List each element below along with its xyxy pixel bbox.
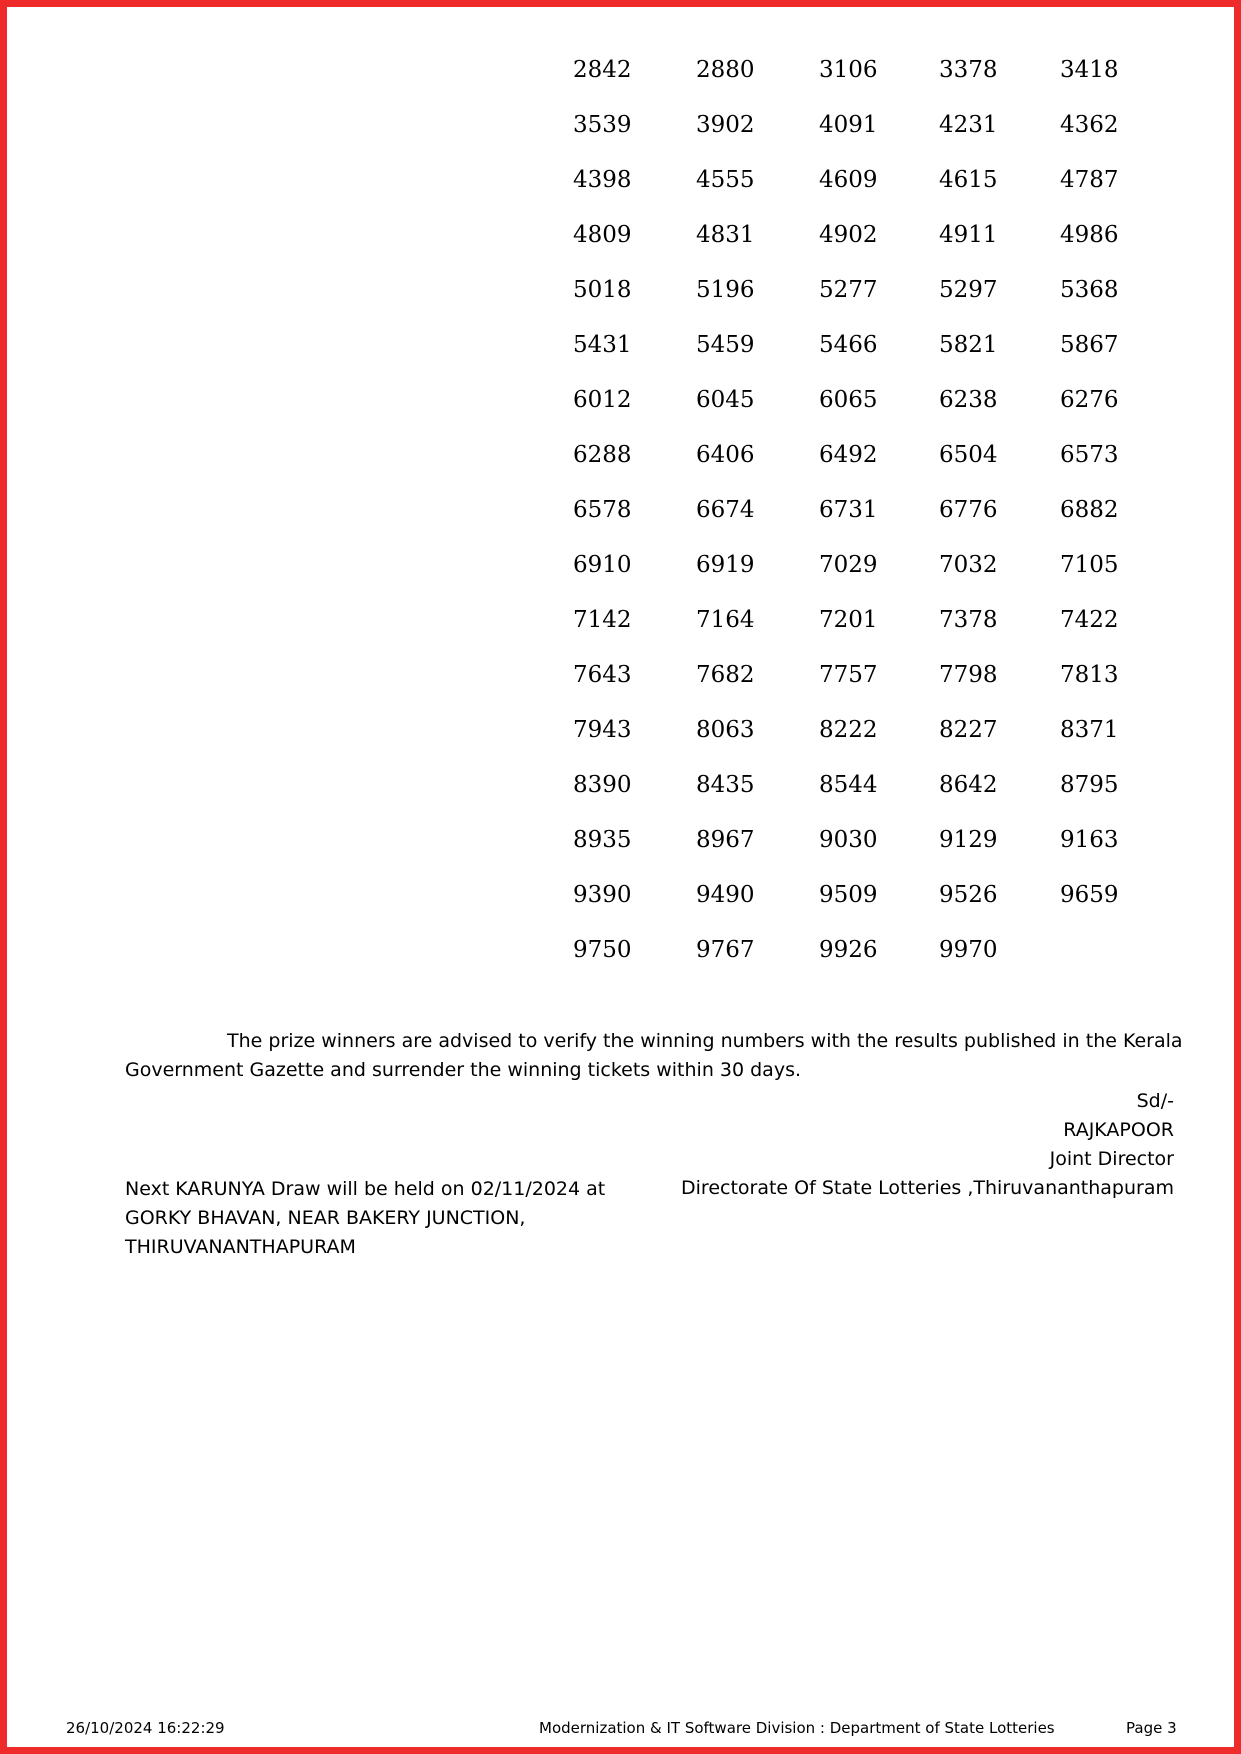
winning-number: 9030 [819, 827, 878, 853]
winning-number: 5459 [696, 332, 755, 358]
winning-number: 4902 [819, 222, 878, 248]
winning-number: 6882 [1060, 497, 1119, 523]
winning-number: 8222 [819, 717, 878, 743]
winning-number: 5466 [819, 332, 878, 358]
winning-number: 6276 [1060, 387, 1119, 413]
winning-number: 4609 [819, 167, 878, 193]
winning-number: 8544 [819, 772, 878, 798]
winning-number: 9659 [1060, 882, 1119, 908]
winning-number: 3418 [1060, 57, 1119, 83]
winning-number: 6573 [1060, 442, 1119, 468]
signature-block [574, 1087, 1174, 1203]
winning-number: 7757 [819, 662, 878, 688]
winning-number: 2880 [696, 57, 755, 83]
winning-number: 7105 [1060, 552, 1119, 578]
winning-number: 6045 [696, 387, 755, 413]
number-row [573, 50, 1153, 105]
winning-number: 8795 [1060, 772, 1119, 798]
winning-number: 5018 [573, 277, 632, 303]
winning-number: 6065 [819, 387, 878, 413]
number-row [573, 875, 1153, 930]
winning-number: 8642 [939, 772, 998, 798]
winning-number: 6731 [819, 497, 878, 523]
winning-number: 3902 [696, 112, 755, 138]
winning-number: 4986 [1060, 222, 1119, 248]
winning-number: 7643 [573, 662, 632, 688]
winning-number: 9750 [573, 937, 632, 963]
winning-number: 8967 [696, 827, 755, 853]
winning-number: 9926 [819, 937, 878, 963]
winning-number: 7682 [696, 662, 755, 688]
winning-number: 7422 [1060, 607, 1119, 633]
number-row [573, 380, 1153, 435]
signatory-office: Directorate Of State Lotteries ,Thiruvananthapuram [681, 1177, 1174, 1199]
winning-number: 9129 [939, 827, 998, 853]
winning-number: 5867 [1060, 332, 1119, 358]
winning-number: 6288 [573, 442, 632, 468]
winning-number: 6492 [819, 442, 878, 468]
winning-number: 8390 [573, 772, 632, 798]
winning-number: 7943 [573, 717, 632, 743]
footer-division: Modernization & IT Software Division : Department of State Lotteries [539, 1719, 1055, 1737]
winning-number: 5196 [696, 277, 755, 303]
number-row [573, 930, 1153, 985]
winning-number: 3539 [573, 112, 632, 138]
winning-number: 4555 [696, 167, 755, 193]
number-row [573, 325, 1153, 380]
winning-number: 5821 [939, 332, 998, 358]
winning-number: 9767 [696, 937, 755, 963]
number-row [573, 435, 1153, 490]
winning-number: 7164 [696, 607, 755, 633]
signature-sd: Sd/- [1136, 1090, 1174, 1112]
winning-number: 4231 [939, 112, 998, 138]
winning-number: 3106 [819, 57, 878, 83]
winning-number: 9163 [1060, 827, 1119, 853]
winning-number: 2842 [573, 57, 632, 83]
number-row [573, 765, 1153, 820]
number-row [573, 545, 1153, 600]
winning-number: 7201 [819, 607, 878, 633]
winning-number: 6406 [696, 442, 755, 468]
winning-number: 8063 [696, 717, 755, 743]
page-footer [7, 1719, 1241, 1745]
winning-number: 5431 [573, 332, 632, 358]
number-row [573, 215, 1153, 270]
winning-number: 6012 [573, 387, 632, 413]
winning-number: 6238 [939, 387, 998, 413]
number-row [573, 710, 1153, 765]
signatory-name: RAJKAPOOR [1063, 1119, 1174, 1141]
winning-number: 9490 [696, 882, 755, 908]
winning-number: 8935 [573, 827, 632, 853]
winning-number: 4787 [1060, 167, 1119, 193]
winning-number: 7378 [939, 607, 998, 633]
winning-number: 7798 [939, 662, 998, 688]
winning-numbers-grid [573, 50, 1153, 985]
number-row [573, 105, 1153, 160]
winning-number: 6674 [696, 497, 755, 523]
winning-number: 5277 [819, 277, 878, 303]
winning-number: 7813 [1060, 662, 1119, 688]
prize-notice-line-2: Government Gazette and surrender the winning tickets within 30 days. [125, 1059, 802, 1081]
number-row [573, 820, 1153, 875]
winning-number: 4809 [573, 222, 632, 248]
winning-number: 4362 [1060, 112, 1119, 138]
winning-number: 9390 [573, 882, 632, 908]
winning-number: 9509 [819, 882, 878, 908]
prize-notice [125, 1027, 1187, 1085]
winning-number: 4615 [939, 167, 998, 193]
next-draw-line-1: Next KARUNYA Draw will be held on 02/11/2024 at [125, 1178, 606, 1200]
winning-number: 8227 [939, 717, 998, 743]
next-draw-line-3: THIRUVANANTHAPURAM [125, 1236, 356, 1258]
footer-page-number: Page 3 [1126, 1719, 1177, 1737]
next-draw-line-2: GORKY BHAVAN, NEAR BAKERY JUNCTION, [125, 1207, 526, 1229]
winning-number: 9970 [939, 937, 998, 963]
winning-number: 7029 [819, 552, 878, 578]
winning-number: 6776 [939, 497, 998, 523]
winning-number: 5297 [939, 277, 998, 303]
number-row [573, 600, 1153, 655]
winning-number: 6910 [573, 552, 632, 578]
winning-number: 4398 [573, 167, 632, 193]
next-draw-info [125, 1175, 645, 1262]
winning-number: 5368 [1060, 277, 1119, 303]
winning-number: 6578 [573, 497, 632, 523]
footer-timestamp: 26/10/2024 16:22:29 [66, 1719, 225, 1737]
signatory-designation: Joint Director [1049, 1148, 1174, 1170]
winning-number: 3378 [939, 57, 998, 83]
winning-number: 7142 [573, 607, 632, 633]
number-row [573, 270, 1153, 325]
number-row [573, 490, 1153, 545]
winning-number: 8371 [1060, 717, 1119, 743]
winning-number: 4091 [819, 112, 878, 138]
number-row [573, 160, 1153, 215]
number-row [573, 655, 1153, 710]
winning-number: 6919 [696, 552, 755, 578]
winning-number: 6504 [939, 442, 998, 468]
winning-number: 9526 [939, 882, 998, 908]
winning-number: 8435 [696, 772, 755, 798]
prize-notice-line-1: The prize winners are advised to verify the winning numbers with the results published in the Kerala [227, 1030, 1183, 1052]
winning-number: 4831 [696, 222, 755, 248]
winning-number: 7032 [939, 552, 998, 578]
winning-number: 4911 [939, 222, 998, 248]
